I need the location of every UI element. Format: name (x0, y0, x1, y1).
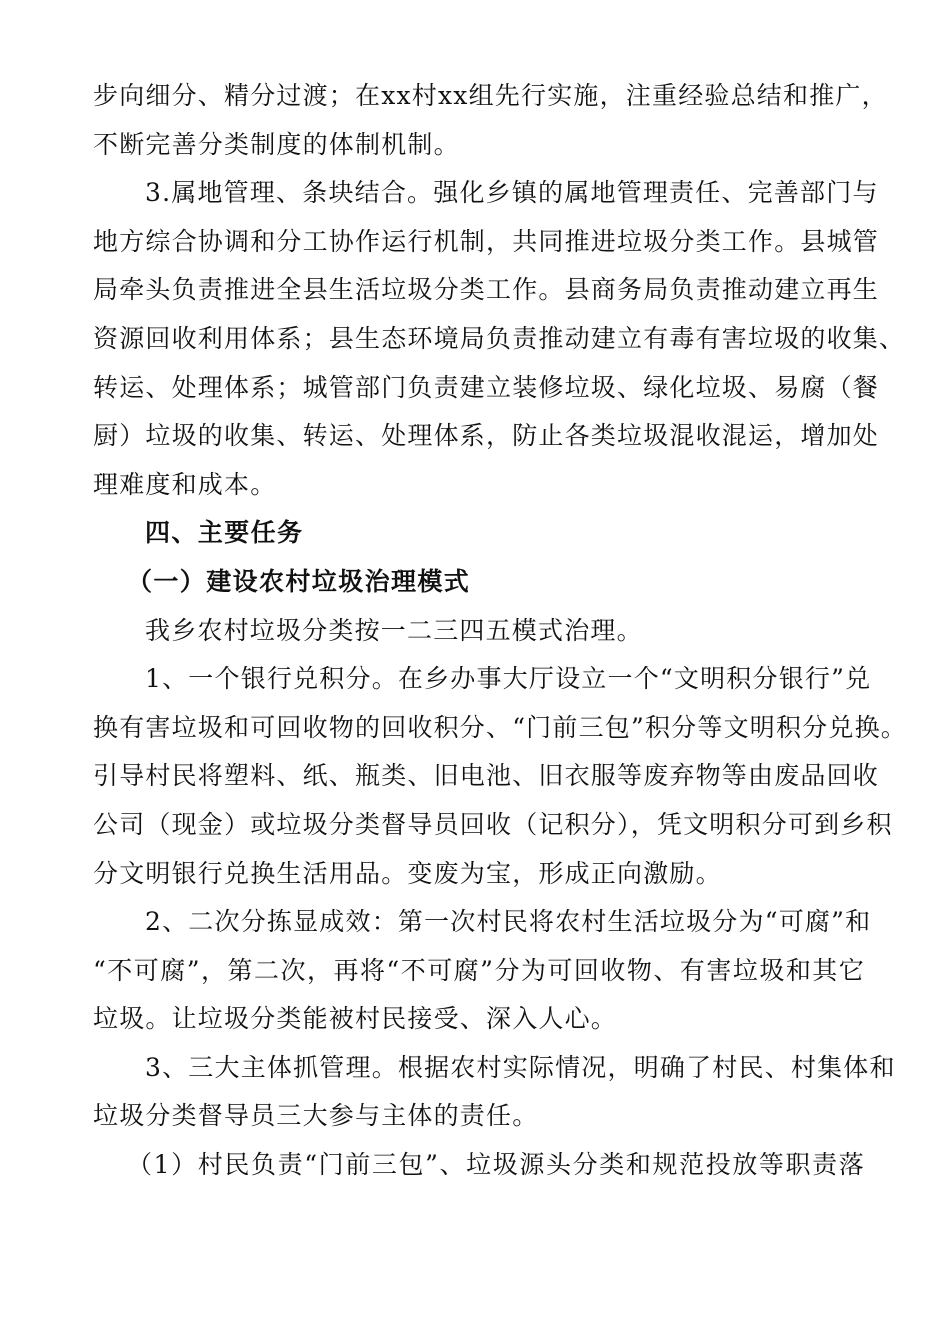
paragraph-line: 1、一个银行兑积分。在乡办事大厅设立一个“文明积分银行”兑 (145, 664, 872, 694)
paragraph-line: 地方综合协调和分工协作运行机制，共同推进垃圾分类工作。县城管 (93, 226, 880, 256)
paragraph-line: 不断完善分类制度的体制机制。 (93, 129, 460, 159)
paragraph-line: 步向细分、精分过渡；在xx村xx组先行实施，注重经验总结和推广， (93, 81, 888, 110)
subsection-heading: （一）建设农村垃圾治理模式 (127, 566, 471, 596)
paragraph-line: 分文明银行兑换生活用品。变废为宝，形成正向激励。 (93, 858, 722, 888)
paragraph-line: 理难度和成本。 (93, 469, 277, 499)
paragraph-line: 局牵头负责推进全县生活垃圾分类工作。县商务局负责推动建立再生 (93, 275, 880, 305)
paragraph-line: 垃圾分类督导员三大参与主体的责任。 (93, 1101, 539, 1131)
paragraph-line: 3.属地管理、条块结合。强化乡镇的属地管理责任、完善部门与 (145, 178, 879, 208)
paragraph-line: 2、二次分拣显成效：第一次村民将农村生活垃圾分为“可腐”和 (145, 907, 872, 937)
paragraph-line: 换有害垃圾和可回收物的回收积分、“门前三包”积分等文明积分兑换。 (93, 712, 907, 742)
paragraph-line: “不可腐”，第二次，再将“不可腐”分为可回收物、有害垃圾和其它 (93, 955, 865, 985)
paragraph-line: （1）村民负责“门前三包”、垃圾源头分类和规范投放等职责落 (127, 1150, 865, 1180)
paragraph-line: 资源回收利用体系；县生态环境局负责推动建立有毒有害垃圾的收集、 (93, 323, 906, 353)
paragraph-line: 引导村民将塑料、纸、瓶类、旧电池、旧衣服等废弃物等由废品回收 (93, 761, 880, 791)
section-heading: 四、主要任务 (145, 518, 304, 548)
paragraph-line: 厨）垃圾的收集、转运、处理体系，防止各类垃圾混收混运，增加处 (93, 421, 880, 451)
paragraph-line: 我乡农村垃圾分类按一二三四五模式治理。 (145, 615, 643, 645)
paragraph-line: 3、三大主体抓管理。根据农村实际情况，明确了村民、村集体和 (145, 1052, 896, 1082)
document-body (93, 72, 907, 1190)
paragraph-line: 垃圾。让垃圾分类能被村民接受、深入人心。 (93, 1004, 618, 1034)
paragraph-line: 公司（现金）或垃圾分类督导员回收（记积分），凭文明积分可到乡积 (93, 809, 893, 839)
paragraph-line: 转运、处理体系；城管部门负责建立装修垃圾、绿化垃圾、易腐（餐 (93, 372, 880, 402)
